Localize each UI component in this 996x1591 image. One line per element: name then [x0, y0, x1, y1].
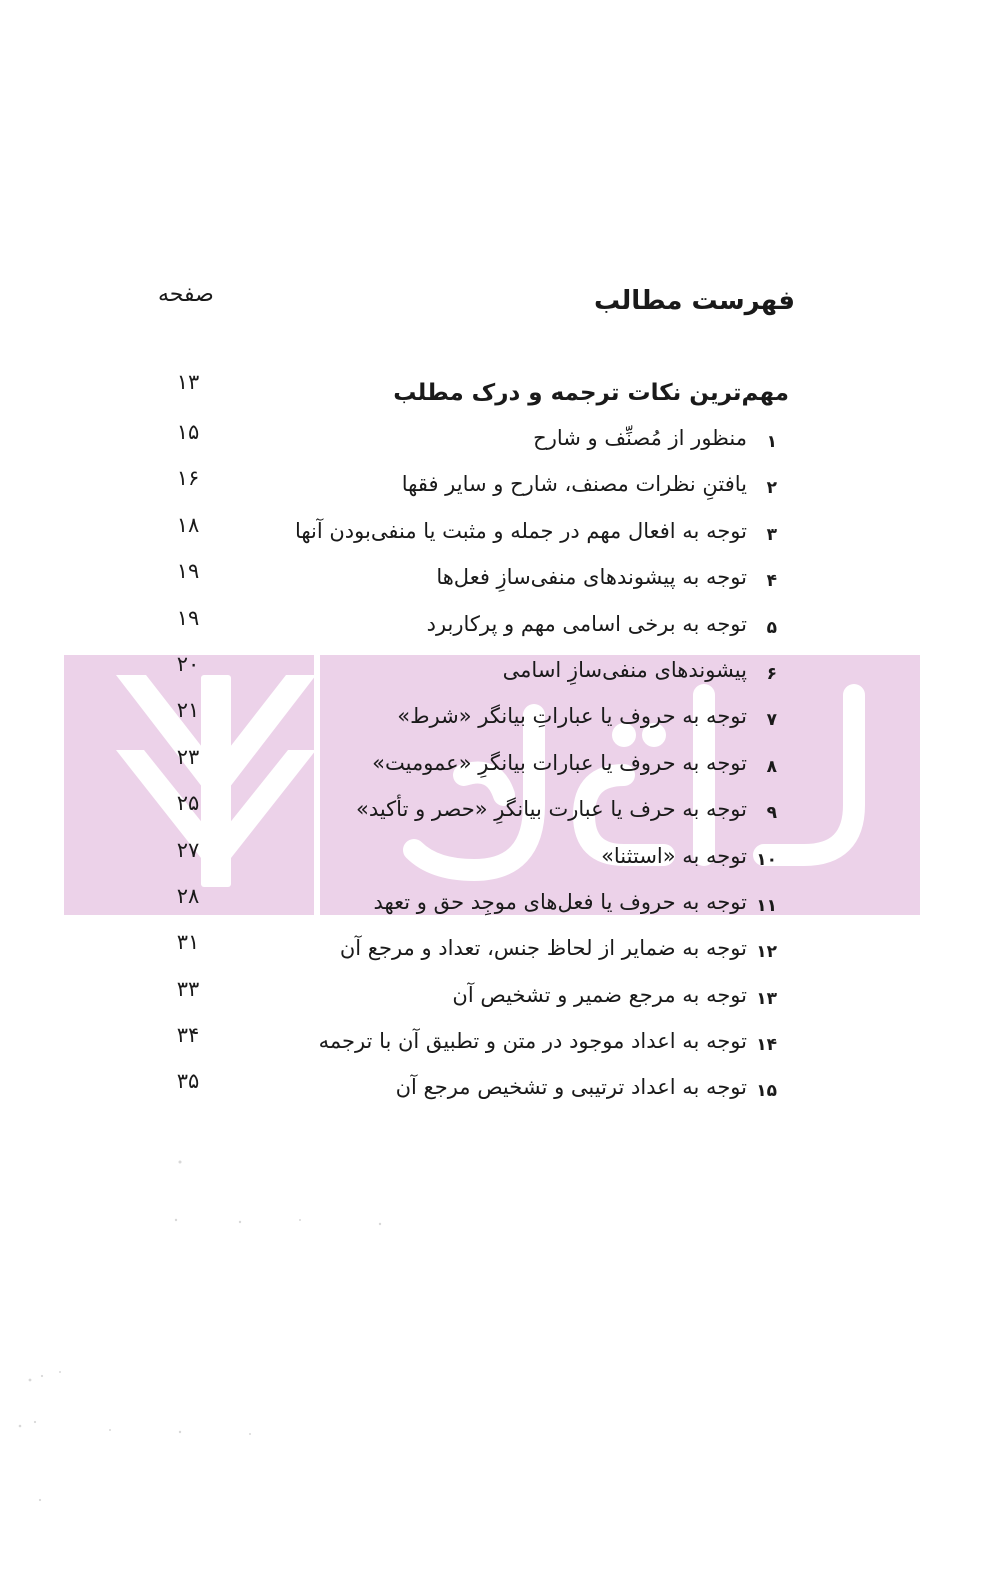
entry-number: ۲: [766, 478, 777, 499]
entry-title: توجه به اعداد موجود در متن و تطبیق آن با ترجمه: [318, 1029, 747, 1054]
entry-number: ۱۴: [756, 1035, 777, 1056]
table-of-contents: [150, 368, 795, 1114]
entry-number: ۳: [766, 524, 777, 545]
entry-number: ۱۱: [756, 895, 777, 916]
toc-entry[interactable]: [150, 789, 795, 835]
entry-title: یافتنِ نظرات مصنف، شارح و سایر فقها: [401, 472, 747, 497]
entry-title: توجه به حروف یا عبارات بیانگرِ «عمومیت»: [372, 750, 747, 775]
entry-title: توجه به برخی اسامی مهم و پرکاربرد: [426, 611, 747, 636]
entry-number: ۱۰: [756, 849, 777, 870]
entry-page: ۱۸: [176, 512, 200, 537]
entry-title: پیشوندهای منفی‌سازِ اسامی: [502, 657, 747, 682]
entry-title: توجه به حرف یا عبارت بیانگرِ «حصر و تأکید»: [355, 797, 747, 822]
entry-page: ۲۰: [176, 651, 200, 676]
page-column-label: صفحه: [158, 282, 214, 307]
entry-title: توجه به پیشوندهای منفی‌سازِ فعل‌ها: [436, 565, 747, 590]
entry-number: ۸: [766, 756, 777, 777]
entry-page: ۳۱: [176, 930, 200, 955]
entry-title: توجه به اعداد ترتیبی و تشخیص مرجع آن: [395, 1075, 747, 1100]
toc-entry[interactable]: [150, 928, 795, 974]
toc-entry[interactable]: [150, 511, 795, 557]
entry-title: توجه به افعال مهم در جمله و مثبت یا منفی‌بودن آنها: [294, 518, 747, 543]
toc-entry[interactable]: [150, 557, 795, 603]
entry-number: ۹: [766, 803, 777, 824]
entry-number: ۴: [766, 571, 777, 592]
entry-page: ۳۳: [176, 976, 200, 1001]
toc-header: [150, 280, 795, 330]
toc-entry[interactable]: [150, 418, 795, 464]
entry-page: ۲۳: [176, 744, 200, 769]
entry-page: ۱۹: [176, 559, 200, 584]
entry-title: منظور از مُصنِّف و شارح: [533, 426, 747, 450]
entry-number: ۱۲: [756, 942, 777, 963]
entry-number: ۱۵: [756, 1081, 777, 1102]
toc-entry[interactable]: [150, 696, 795, 742]
toc-part-row[interactable]: [150, 368, 795, 418]
part-title: مهم‌ترین نکات ترجمه و درک مطلب: [393, 380, 789, 406]
toc-entry[interactable]: [150, 1067, 795, 1113]
entry-page: ۳۴: [176, 1023, 200, 1048]
entry-page: ۱۶: [176, 466, 200, 491]
toc-entry[interactable]: [150, 464, 795, 510]
entry-page: ۱۹: [176, 605, 200, 630]
entry-title: توجه به «استثنا»: [601, 843, 747, 868]
toc-title: فهرست مطالب: [594, 286, 795, 316]
toc-entry[interactable]: [150, 975, 795, 1021]
entry-number: ۶: [766, 663, 777, 684]
entry-title: توجه به حروف یا فعل‌های موجِد حق و تعهد: [373, 889, 747, 914]
entry-title: توجه به ضمایر از لحاظ جنس، تعداد و مرجع آن: [339, 936, 747, 961]
toc-entry[interactable]: [150, 743, 795, 789]
entry-page: ۲۷: [176, 837, 200, 862]
entry-page: ۱۵: [176, 420, 200, 444]
toc-entry[interactable]: [150, 1021, 795, 1067]
toc-entry[interactable]: [150, 650, 795, 696]
part-page: ۱۳: [176, 370, 200, 394]
scan-noise: [0, 1140, 996, 1540]
entry-number: ۵: [766, 617, 777, 638]
entry-page: ۲۸: [176, 883, 200, 908]
entry-page: ۲۱: [176, 698, 200, 723]
entry-number: ۱: [766, 432, 777, 452]
entry-number: ۱۳: [756, 988, 777, 1009]
toc-entry[interactable]: [150, 836, 795, 882]
entry-title: توجه به مرجع ضمیر و تشخیص آن: [452, 982, 747, 1007]
entry-title: توجه به حروف یا عباراتِ بیانگر «شرط»: [397, 704, 747, 729]
entry-number: ۷: [766, 710, 777, 731]
entry-page: ۲۵: [176, 791, 200, 816]
entry-page: ۳۵: [176, 1069, 200, 1094]
toc-entry[interactable]: [150, 604, 795, 650]
toc-entry[interactable]: [150, 882, 795, 928]
